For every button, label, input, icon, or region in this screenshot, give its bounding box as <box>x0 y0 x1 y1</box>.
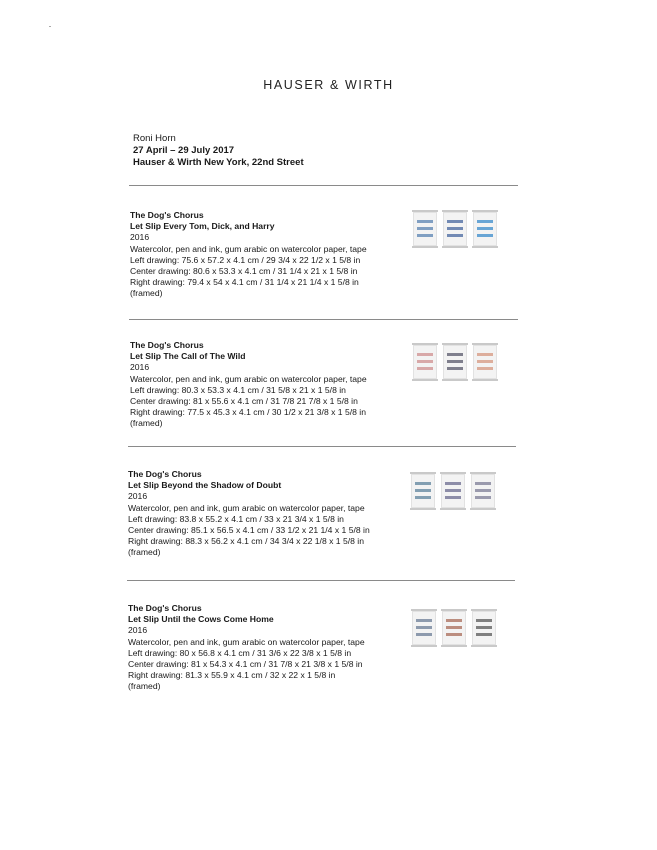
right-dimensions: Right drawing: 81.3 x 55.9 x 4.1 cm / 32 x 22 x 1 5/8 in <box>128 670 336 681</box>
center-drawing-image <box>443 212 467 246</box>
right-dimensions: Right drawing: 88.3 x 56.2 x 4.1 cm / 34 3/4 x 22 1/8 x 1 5/8 in <box>128 536 364 547</box>
artwork-series: The Dog's Chorus <box>130 340 204 350</box>
artwork-year: 2016 <box>130 232 150 243</box>
left-dimensions: Left drawing: 80 x 56.8 x 4.1 cm / 31 3/6 x 22 3/8 x 1 5/8 in <box>128 647 352 658</box>
exhibition-dates: 27 April – 29 July 2017 <box>133 145 235 156</box>
divider <box>127 580 515 581</box>
left-drawing-image <box>413 212 437 246</box>
artwork-year: 2016 <box>128 625 148 636</box>
center-dimensions: Center drawing: 80.6 x 53.3 x 4.1 cm / 31 1/4 x 21 x 1 5/8 in <box>130 266 358 277</box>
artwork-title: Let Slip Beyond the Shadow of Doubt <box>128 480 282 491</box>
divider <box>128 446 516 447</box>
right-drawing-image <box>473 345 497 379</box>
artwork-series: The Dog's Chorus <box>130 210 204 220</box>
artwork-medium: Watercolor, pen and ink, gum arabic on watercolor paper, tape <box>130 243 367 254</box>
artwork-title: Let Slip Until the Cows Come Home <box>128 614 274 625</box>
exhibition-header <box>133 133 304 169</box>
center-drawing-image <box>443 345 467 379</box>
gallery-logo: HAUSER & WIRTH <box>263 78 394 92</box>
artist-name: Roni Horn <box>133 133 176 144</box>
artwork-entry <box>130 210 367 300</box>
right-dimensions: Right drawing: 79.4 x 54 x 4.1 cm / 31 1/4 x 21 1/4 x 1 5/8 in <box>130 277 359 288</box>
right-drawing-image <box>473 212 497 246</box>
artwork-thumbnails <box>411 474 495 508</box>
artwork-entry <box>130 340 367 430</box>
artwork-medium: Watercolor, pen and ink, gum arabic on watercolor paper, tape <box>128 636 365 647</box>
left-dimensions: Left drawing: 80.3 x 53.3 x 4.1 cm / 31 5/8 x 21 x 1 5/8 in <box>130 384 346 395</box>
center-drawing-image <box>442 611 466 645</box>
artwork-thumbnails <box>412 611 496 645</box>
left-drawing-image <box>411 474 435 508</box>
divider <box>129 185 518 186</box>
artwork-thumbnails <box>413 212 497 246</box>
center-dimensions: Center drawing: 85.1 x 56.5 x 4.1 cm / 33 1/2 x 21 1/4 x 1 5/8 in <box>128 525 370 536</box>
artwork-entry <box>128 603 365 693</box>
artwork-year: 2016 <box>130 362 150 373</box>
divider <box>129 319 518 320</box>
exhibition-venue: Hauser & Wirth New York, 22nd Street <box>133 157 304 168</box>
left-dimensions: Left drawing: 83.8 x 55.2 x 4.1 cm / 33 x 21 3/4 x 1 5/8 in <box>128 513 344 524</box>
artwork-medium: Watercolor, pen and ink, gum arabic on watercolor paper, tape <box>128 502 365 513</box>
artwork-thumbnails <box>413 345 497 379</box>
framed-note: (framed) <box>130 288 163 299</box>
center-dimensions: Center drawing: 81 x 54.3 x 4.1 cm / 31 7/8 x 21 3/8 x 1 5/8 in <box>128 659 363 670</box>
center-drawing-image <box>441 474 465 508</box>
framed-note: (framed) <box>128 681 161 692</box>
left-dimensions: Left drawing: 75.6 x 57.2 x 4.1 cm / 29 3/4 x 22 1/2 x 1 5/8 in <box>130 254 361 265</box>
framed-note: (framed) <box>128 547 161 558</box>
artwork-series: The Dog's Chorus <box>128 603 202 613</box>
left-drawing-image <box>413 345 437 379</box>
artwork-series: The Dog's Chorus <box>128 469 202 479</box>
artwork-year: 2016 <box>128 491 148 502</box>
artwork-medium: Watercolor, pen and ink, gum arabic on watercolor paper, tape <box>130 373 367 384</box>
artwork-entry <box>128 469 370 559</box>
artwork-title: Let Slip The Call of The Wild <box>130 351 246 362</box>
left-drawing-image <box>412 611 436 645</box>
right-drawing-image <box>471 474 495 508</box>
right-drawing-image <box>472 611 496 645</box>
center-dimensions: Center drawing: 81 x 55.6 x 4.1 cm / 31 7/8 21 7/8 x 1 5/8 in <box>130 396 358 407</box>
artwork-title: Let Slip Every Tom, Dick, and Harry <box>130 221 275 232</box>
framed-note: (framed) <box>130 418 163 429</box>
right-dimensions: Right drawing: 77.5 x 45.3 x 4.1 cm / 30 1/2 x 21 3/8 x 1 5/8 in <box>130 407 366 418</box>
scan-speck <box>49 26 51 27</box>
